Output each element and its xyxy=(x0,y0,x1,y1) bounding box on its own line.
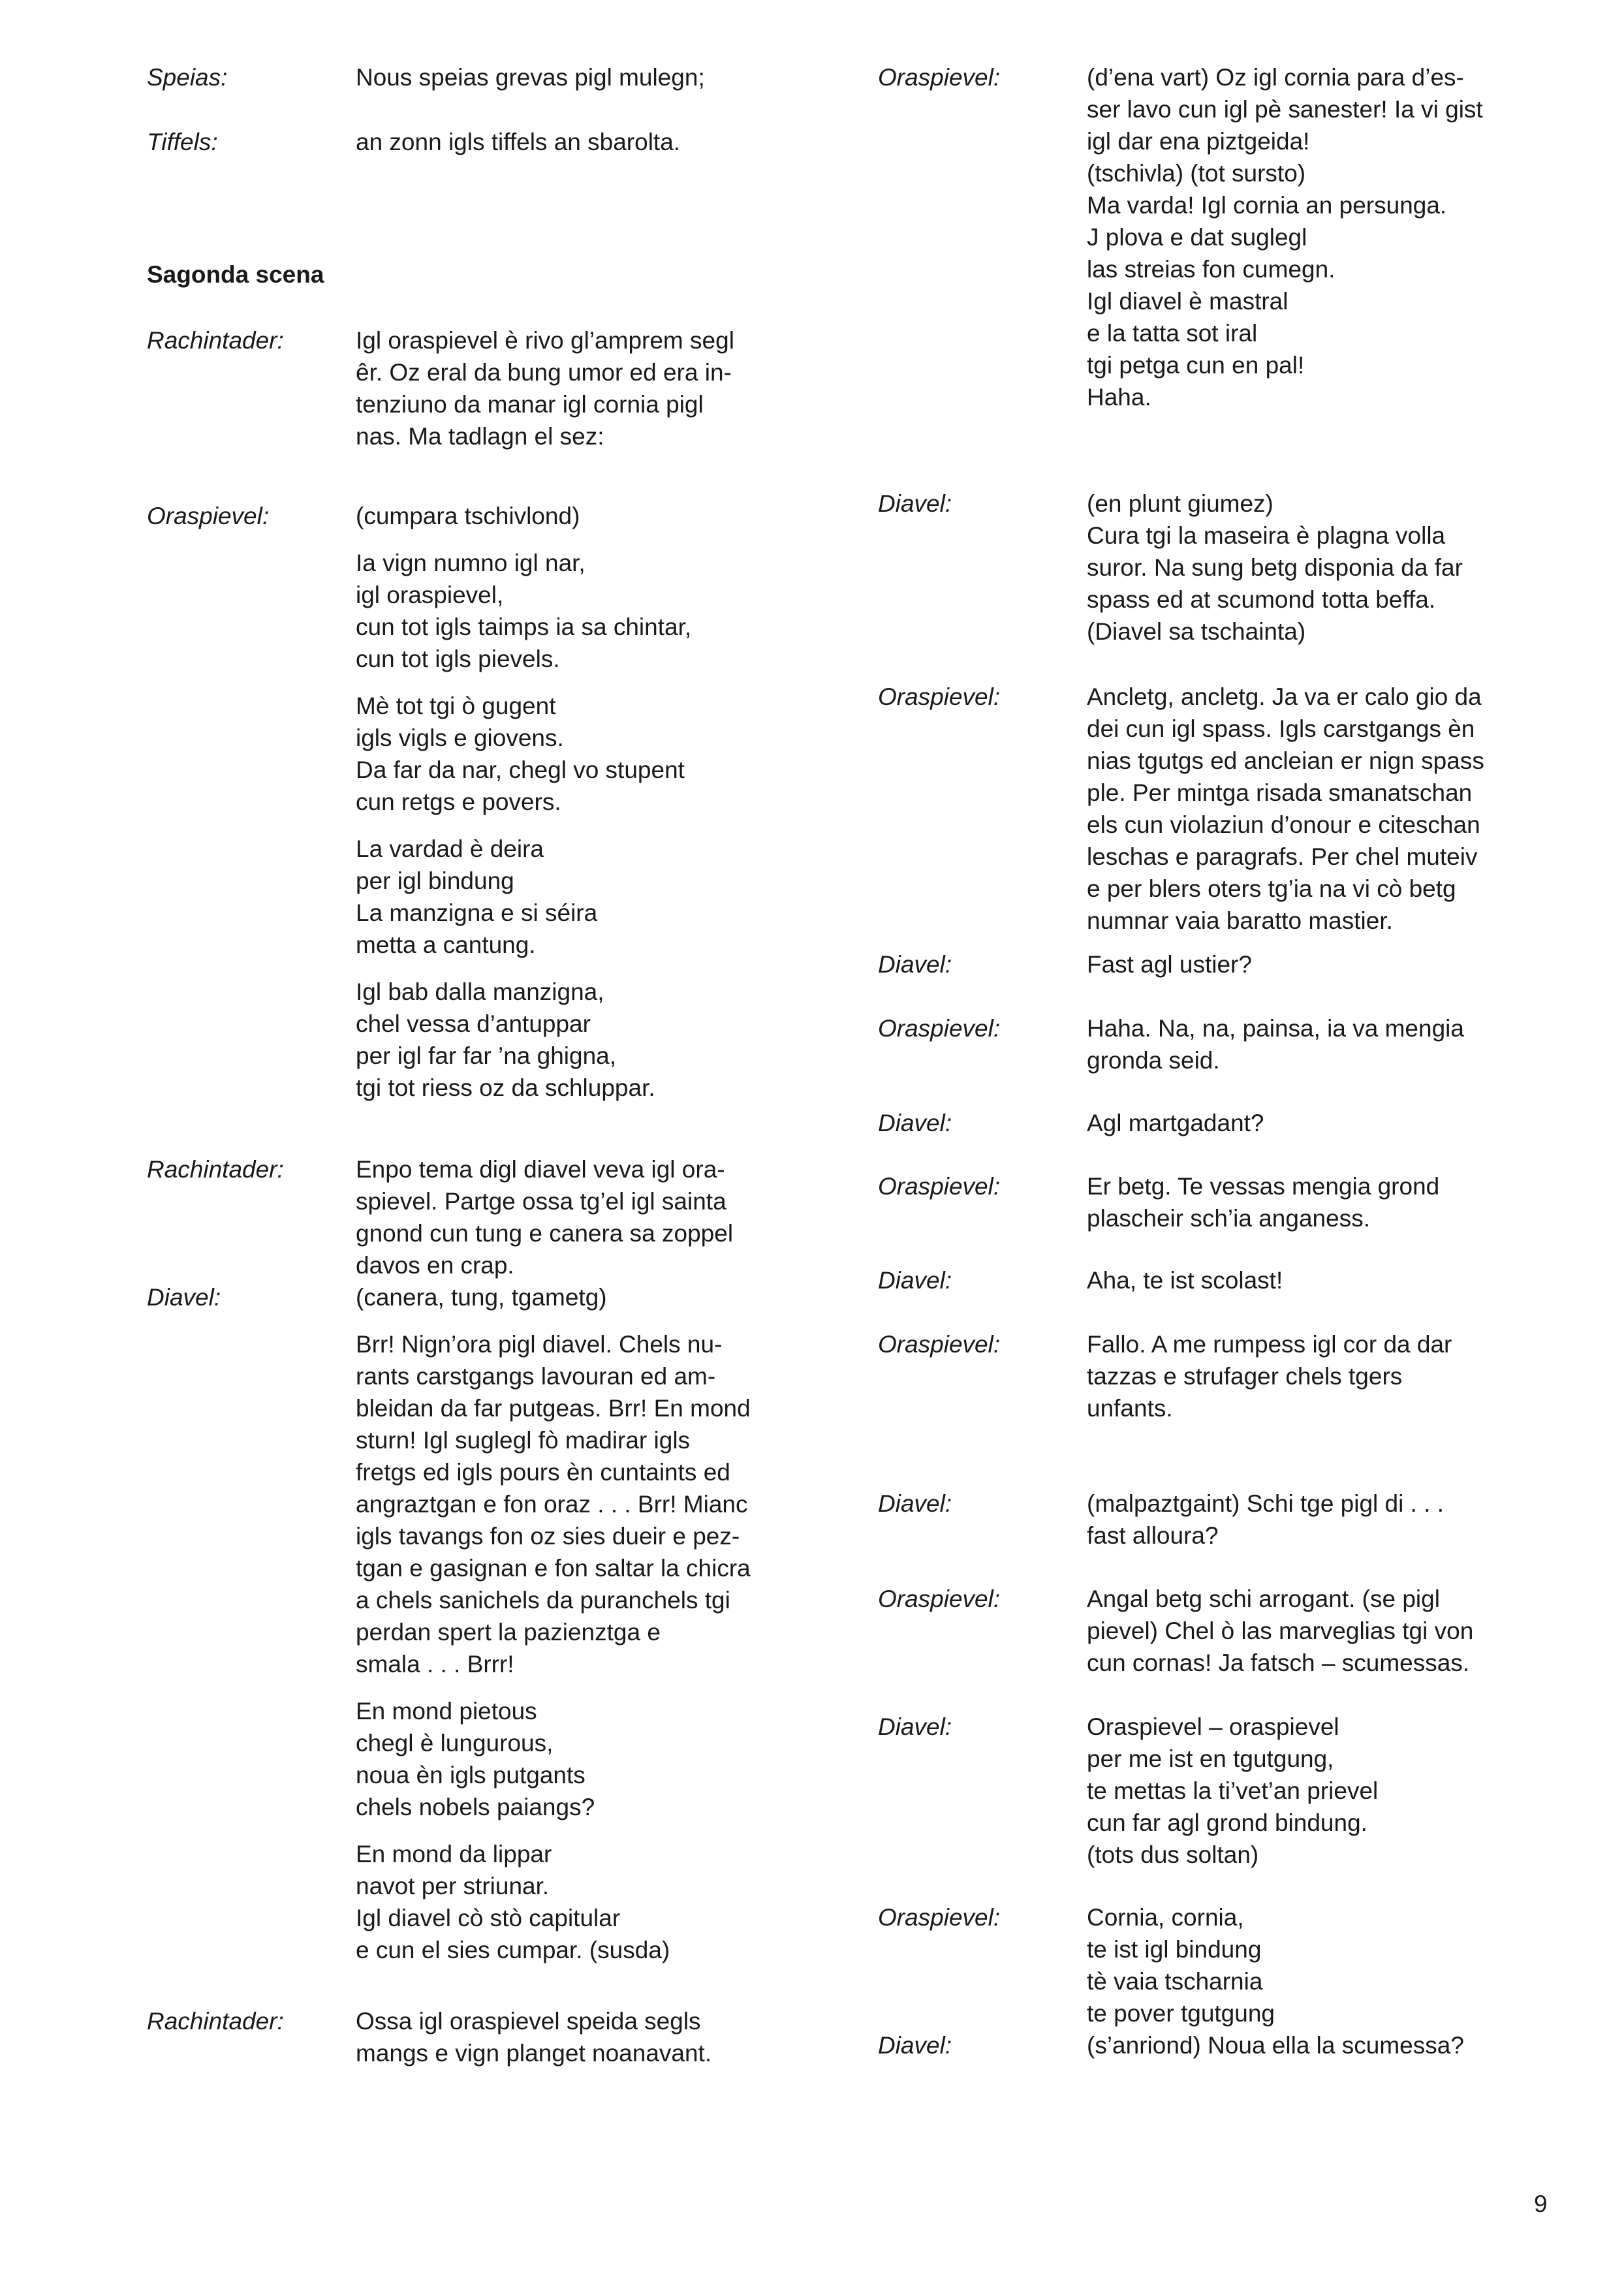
text-line: davos en crap. xyxy=(356,1252,514,1279)
text-line: spievel. Partge ossa tg’el igl sainta xyxy=(356,1188,726,1215)
dialogue-paragraph xyxy=(356,547,839,675)
text-line: (tschivla) (tot sursto) xyxy=(1087,160,1306,187)
text-line: te ist igl bindung xyxy=(1087,1936,1262,1963)
dialogue-entry-oraspievel xyxy=(878,681,1596,937)
speaker-label: Diavel: xyxy=(147,1284,221,1311)
text-line: fretgs ed igls pours èn cuntaints ed xyxy=(356,1459,730,1486)
speaker-label: Diavel: xyxy=(878,1110,952,1136)
text-line: bleidan da far putgeas. Brr! En mond xyxy=(356,1395,751,1422)
dialogue-entry-oraspievel xyxy=(878,1328,1596,1424)
dialogue-entry-diavel xyxy=(147,1281,839,1966)
dialogue-text xyxy=(356,1281,839,1966)
dialogue-paragraph xyxy=(1087,1264,1596,1296)
dialogue-entry-diavel xyxy=(878,488,1596,648)
dialogue-entry-oraspievel xyxy=(147,500,839,1104)
text-line: Cura tgi la maseira è plagna volla xyxy=(1087,522,1446,549)
speaker-label: Diavel: xyxy=(878,490,952,517)
dialogue-text xyxy=(356,2005,839,2069)
text-line: cun tot igls pievels. xyxy=(356,646,560,672)
text-line: angraztgan e fon oraz . . . Brr! Mianc xyxy=(356,1491,748,1518)
dialogue-paragraph xyxy=(1087,488,1596,648)
text-line: cun cornas! Ja fatsch – scumessas. xyxy=(1087,1649,1470,1676)
text-line: igl oraspievel, xyxy=(356,582,504,608)
text-line: igls tavangs fon oz sies dueir e pez- xyxy=(356,1523,740,1550)
dialogue-text xyxy=(1087,1583,1596,1679)
text-line: Da far da nar, chegl vo stupent xyxy=(356,757,685,783)
text-line: unfants. xyxy=(1087,1395,1173,1422)
text-line: an zonn igls tiffels an sbarolta. xyxy=(356,129,681,155)
dialogue-paragraph xyxy=(1087,61,1596,413)
dialogue-paragraph xyxy=(1087,1012,1596,1076)
text-line: (s’anriond) Noua ella la scumessa? xyxy=(1087,2032,1464,2059)
text-line: (en plunt giumez) xyxy=(1087,490,1273,517)
text-line: Brr! Nign’ora pigl diavel. Chels nu- xyxy=(356,1331,723,1358)
text-line: (tots dus soltan) xyxy=(1087,1841,1259,1868)
text-line: Igl bab dalla manzigna, xyxy=(356,978,604,1005)
dialogue-paragraph xyxy=(356,500,839,532)
text-line: ple. Per mintga risada smanatschan xyxy=(1087,779,1473,806)
text-line: Ia vign numno igl nar, xyxy=(356,550,586,576)
text-line: numnar vaia baratto mastier. xyxy=(1087,907,1393,934)
speaker-label: Oraspievel: xyxy=(878,1585,1001,1612)
dialogue-text xyxy=(1087,1711,1596,1871)
text-line: e cun el sies cumpar. (susda) xyxy=(356,1937,670,1963)
text-line: Ossa igl oraspievel speida segls xyxy=(356,2008,701,2035)
text-line: te pover tgutgung xyxy=(1087,2000,1275,2027)
text-line: leschas e paragrafs. Per chel muteiv xyxy=(1087,843,1478,870)
dialogue-paragraph xyxy=(1087,1328,1596,1424)
text-line: Nous speias grevas pigl mulegn; xyxy=(356,64,705,91)
text-line: La vardad è deira xyxy=(356,835,544,862)
dialogue-paragraph xyxy=(356,690,839,818)
dialogue-text xyxy=(356,324,839,452)
text-line: Fast agl ustier? xyxy=(1087,951,1252,978)
text-line: Ma varda! Igl cornia an persunga. xyxy=(1087,192,1447,219)
dialogue-paragraph xyxy=(1087,1901,1596,2029)
text-line: cun far agl grond bindung. xyxy=(1087,1809,1367,1836)
dialogue-text xyxy=(1087,1328,1596,1424)
text-line: fast alloura? xyxy=(1087,1522,1219,1549)
text-line: navot per striunar. xyxy=(356,1873,550,1899)
text-line: Er betg. Te vessas mengia grond xyxy=(1087,1173,1440,1200)
text-line: plascheir sch’ia anganess. xyxy=(1087,1205,1370,1232)
text-line: rants carstgangs lavouran ed am- xyxy=(356,1363,716,1390)
speaker-label: Diavel: xyxy=(878,1267,952,1294)
text-line: Ancletg, ancletg. Ja va er calo gio da xyxy=(1087,683,1482,710)
dialogue-text xyxy=(1087,1264,1596,1296)
speaker-label: Diavel: xyxy=(878,2032,952,2059)
dialogue-paragraph xyxy=(356,833,839,961)
dialogue-entry-diavel xyxy=(878,1711,1596,1871)
dialogue-text xyxy=(1087,1901,1596,2029)
text-line: (cumpara tschivlond) xyxy=(356,503,580,529)
speaker-label: Tiffels: xyxy=(147,129,218,155)
text-line: Haha. xyxy=(1087,384,1151,411)
dialogue-entry-oraspievel xyxy=(878,1901,1596,2029)
dialogue-text xyxy=(1087,1170,1596,1234)
scene-title: Sagonda scena xyxy=(147,261,324,288)
dialogue-paragraph xyxy=(356,324,839,452)
dialogue-text xyxy=(1087,681,1596,937)
dialogue-text xyxy=(1087,1488,1596,1552)
dialogue-text xyxy=(356,126,839,158)
text-line: els cun violaziun d’onour e citeschan xyxy=(1087,811,1480,838)
text-line: chegl è lungurous, xyxy=(356,1730,554,1756)
dialogue-entry-rachintader xyxy=(147,324,839,452)
text-line: suror. Na sung betg disponia da far xyxy=(1087,554,1463,581)
text-line: Agl martgadant? xyxy=(1087,1110,1264,1136)
text-line: tenziuno da manar igl cornia pigl xyxy=(356,391,704,418)
text-line: Fallo. A me rumpess igl cor da dar xyxy=(1087,1331,1452,1358)
text-line: per igl bindung xyxy=(356,867,514,894)
speaker-label: Oraspievel: xyxy=(878,64,1001,91)
text-line: per me ist en tgutgung, xyxy=(1087,1745,1334,1772)
text-line: (d’ena vart) Oz igl cornia para d’es- xyxy=(1087,64,1464,91)
dialogue-text xyxy=(356,1153,839,1281)
dialogue-text xyxy=(1087,488,1596,648)
text-line: Enpo tema digl diavel veva igl ora- xyxy=(356,1156,725,1183)
text-line: chels nobels paiangs? xyxy=(356,1794,595,1820)
text-line: te mettas la ti’vet’an prievel xyxy=(1087,1777,1379,1804)
dialogue-text xyxy=(356,61,839,93)
text-line: las streias fon cumegn. xyxy=(1087,256,1335,283)
speaker-label: Oraspievel: xyxy=(878,1173,1001,1200)
dialogue-entry-oraspievel xyxy=(878,1583,1596,1679)
dialogue-text xyxy=(356,500,839,1104)
dialogue-paragraph xyxy=(356,1838,839,1966)
dialogue-entry-rachintader xyxy=(147,1153,839,1281)
page-number: 9 xyxy=(1534,2191,1548,2217)
text-line: per igl far far ’na ghigna, xyxy=(356,1042,617,1069)
dialogue-entry-oraspievel xyxy=(878,61,1596,413)
speaker-label: Oraspievel: xyxy=(878,683,1001,710)
text-line: gronda seid. xyxy=(1087,1047,1220,1074)
dialogue-paragraph xyxy=(356,2005,839,2069)
dialogue-text xyxy=(1087,1012,1596,1076)
left-column xyxy=(147,61,839,2069)
text-line: perdan spert la pazienztga e xyxy=(356,1619,661,1646)
text-line: tgi tot riess oz da schluppar. xyxy=(356,1074,655,1101)
text-line: tazzas e strufager chels tgers xyxy=(1087,1363,1403,1390)
dialogue-text xyxy=(1087,61,1596,413)
text-line: Oraspievel – oraspievel xyxy=(1087,1713,1339,1740)
text-line: dei cun igl spass. Igls carstgangs èn xyxy=(1087,715,1475,742)
text-line: e per blers oters tg’ia na vi cò betg xyxy=(1087,875,1456,902)
speaker-label: Rachintader: xyxy=(147,2008,284,2035)
dialogue-paragraph xyxy=(1087,2029,1596,2061)
dialogue-entry-diavel xyxy=(878,948,1596,980)
text-line: En mond da lippar xyxy=(356,1841,552,1867)
dialogue-entry-tiffels xyxy=(147,126,839,158)
speaker-label: Oraspievel: xyxy=(878,1904,1001,1931)
dialogue-entry-oraspievel xyxy=(878,1012,1596,1076)
text-line: Aha, te ist scolast! xyxy=(1087,1267,1283,1294)
dialogue-paragraph xyxy=(1087,681,1596,937)
text-line: (canera, tung, tgametg) xyxy=(356,1284,607,1311)
dialogue-paragraph xyxy=(1087,948,1596,980)
text-line: igl dar ena piztgeida! xyxy=(1087,128,1310,155)
speaker-label: Rachintader: xyxy=(147,327,284,354)
text-line: tgan e gasignan e fon saltar la chicra xyxy=(356,1555,751,1582)
text-line: Igl oraspievel è rivo gl’amprem segl xyxy=(356,327,734,354)
speaker-label: Speias: xyxy=(147,64,228,91)
text-line: mangs e vign planget noanavant. xyxy=(356,2040,712,2067)
dialogue-paragraph xyxy=(1087,1488,1596,1552)
text-line: (malpaztgaint) Schi tge pigl di . . . xyxy=(1087,1490,1444,1517)
text-line: e la tatta sot iral xyxy=(1087,320,1258,347)
text-line: cun tot igls taimps ia sa chintar, xyxy=(356,614,692,640)
dialogue-paragraph xyxy=(356,1281,839,1313)
speaker-label: Oraspievel: xyxy=(878,1331,1001,1358)
text-line: metta a cantung. xyxy=(356,931,536,958)
speaker-label: Diavel: xyxy=(878,1490,952,1517)
dialogue-paragraph xyxy=(1087,1583,1596,1679)
text-line: chel vessa d’antuppar xyxy=(356,1010,591,1037)
text-line: J plova e dat suglegl xyxy=(1087,224,1307,251)
right-column xyxy=(878,61,1596,2061)
speaker-label: Rachintader: xyxy=(147,1156,284,1183)
dialogue-paragraph xyxy=(1087,1170,1596,1234)
scene-heading xyxy=(147,258,839,290)
dialogue-entry-diavel xyxy=(878,2029,1596,2061)
text-line: nias tgutgs ed ancleian er nign spass xyxy=(1087,747,1484,774)
text-line: gnond cun tung e canera sa zoppel xyxy=(356,1220,734,1247)
text-line: nas. Ma tadlagn el sez: xyxy=(356,423,604,450)
dialogue-text xyxy=(1087,948,1596,980)
text-line: cun retgs e povers. xyxy=(356,788,561,815)
text-line: La manzigna e si séira xyxy=(356,899,598,926)
text-line: tgi petga cun en pal! xyxy=(1087,352,1305,379)
dialogue-entry-rachintader xyxy=(147,2005,839,2069)
dialogue-paragraph xyxy=(356,1328,839,1680)
text-line: Igl diavel è mastral xyxy=(1087,288,1288,315)
speaker-label: Diavel: xyxy=(878,1713,952,1740)
speaker-label: Oraspievel: xyxy=(147,503,270,529)
dialogue-paragraph xyxy=(1087,1711,1596,1871)
text-line: spass ed at scumond totta beffa. xyxy=(1087,586,1436,613)
text-line: En mond pietous xyxy=(356,1698,537,1725)
text-line: tè vaia tscharnia xyxy=(1087,1968,1263,1995)
text-line: sturn! Igl suglegl fò madirar igls xyxy=(356,1427,691,1454)
text-line: pievel) Chel ò las marveglias tgi von xyxy=(1087,1617,1474,1644)
text-line: noua èn igls putgants xyxy=(356,1762,586,1788)
text-line: êr. Oz eral da bung umor ed era in- xyxy=(356,359,732,386)
dialogue-entry-diavel xyxy=(878,1488,1596,1552)
dialogue-paragraph xyxy=(356,1153,839,1281)
text-line: (Diavel sa tschainta) xyxy=(1087,618,1306,645)
dialogue-entry-diavel xyxy=(878,1264,1596,1296)
text-line: Igl diavel cò stò capitular xyxy=(356,1905,621,1931)
dialogue-paragraph xyxy=(1087,1107,1596,1139)
dialogue-text xyxy=(1087,1107,1596,1139)
dialogue-entry-speias xyxy=(147,61,839,93)
text-line: Haha. Na, na, painsa, ia va mengia xyxy=(1087,1015,1464,1042)
dialogue-paragraph xyxy=(356,126,839,158)
dialogue-paragraph xyxy=(356,976,839,1104)
dialogue-paragraph xyxy=(356,61,839,93)
dialogue-paragraph xyxy=(356,1695,839,1823)
dialogue-entry-oraspievel xyxy=(878,1170,1596,1234)
text-line: smala . . . Brrr! xyxy=(356,1651,514,1678)
dialogue-entry-diavel xyxy=(878,1107,1596,1139)
text-line: igls vigls e giovens. xyxy=(356,725,564,751)
text-line: a chels sanichels da puranchels tgi xyxy=(356,1587,730,1614)
speaker-label: Diavel: xyxy=(878,951,952,978)
speaker-label: Oraspievel: xyxy=(878,1015,1001,1042)
text-line: Angal betg schi arrogant. (se pigl xyxy=(1087,1585,1440,1612)
text-line: Mè tot tgi ò gugent xyxy=(356,693,556,719)
text-line: ser lavo cun igl pè sanester! Ia vi gist xyxy=(1087,96,1483,123)
text-line: Cornia, cornia, xyxy=(1087,1904,1244,1931)
dialogue-text xyxy=(1087,2029,1596,2061)
